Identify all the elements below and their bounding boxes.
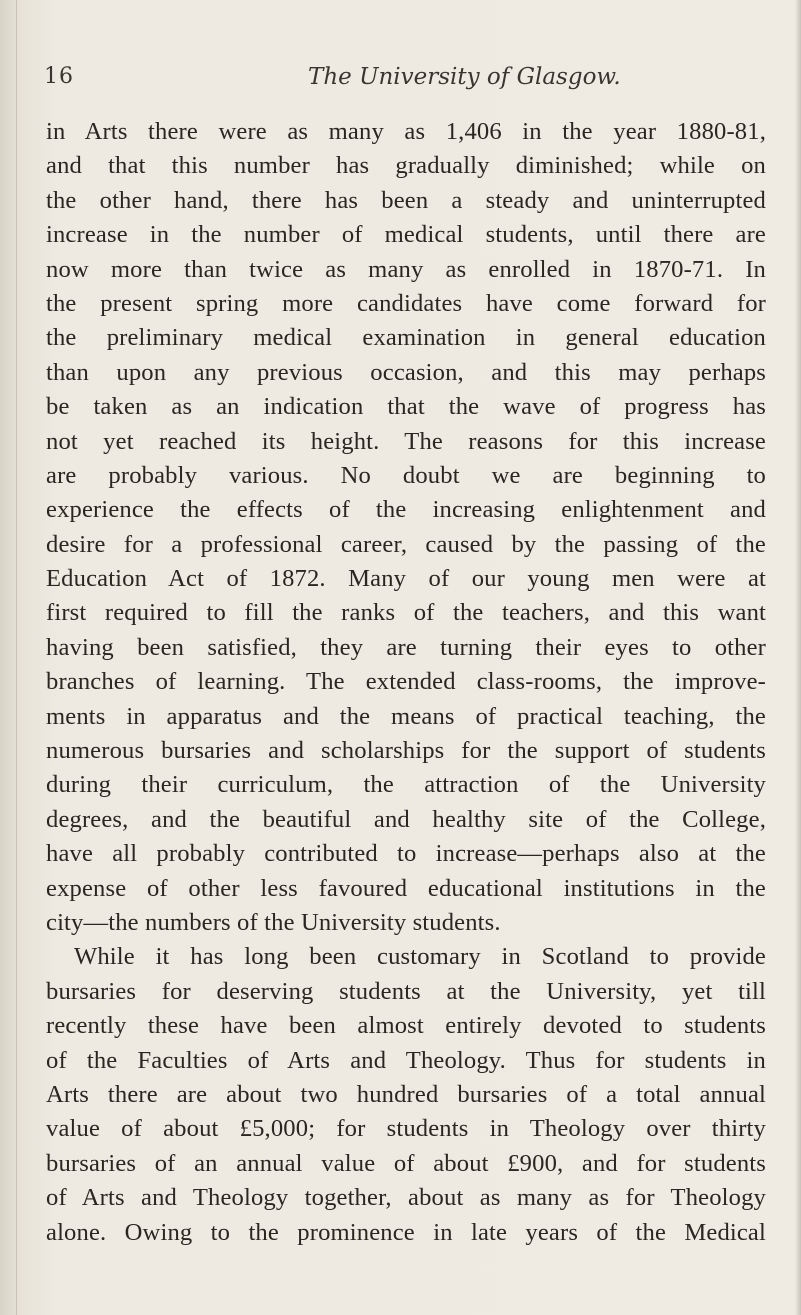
text-line: Education Act of 1872. Many of our young men were at bbox=[46, 565, 766, 593]
text-line: not yet reached its height. The reasons for this increase bbox=[46, 427, 766, 455]
text-line: in Arts there were as many as 1,406 in the year 1880-81, bbox=[46, 118, 766, 145]
paragraph-start-line: While it has long been customary in Scotland to provide bbox=[74, 943, 766, 971]
text-line: Arts there are about two hundred bursaries of a total annual bbox=[46, 1080, 766, 1108]
text-line: first required to fill the ranks of the teachers, and this want bbox=[46, 599, 766, 627]
paragraph-end-line: city—the numbers of the University students. bbox=[46, 908, 501, 936]
text-line: than upon any previous occasion, and this may perhaps bbox=[46, 358, 766, 386]
text-line: having been satisfied, they are turning their eyes to other bbox=[46, 633, 766, 661]
text-line: are probably various. No doubt we are beginning to bbox=[46, 461, 766, 489]
text-line: now more than twice as many as enrolled in 1870-71. In bbox=[46, 255, 766, 283]
page-header bbox=[44, 64, 684, 96]
text-line: numerous bursaries and scholarships for the support of students bbox=[46, 737, 766, 765]
page-number: 16 bbox=[44, 64, 74, 89]
text-line: alone. Owing to the prominence in late years of the Medical bbox=[46, 1218, 766, 1246]
text-line: desire for a professional career, caused by the passing of the bbox=[46, 530, 766, 558]
text-line: during their curriculum, the attraction of the University bbox=[46, 771, 766, 799]
body-text bbox=[46, 115, 766, 1250]
text-line: bursaries of an annual value of about £900, and for students bbox=[46, 1149, 766, 1177]
text-line: the present spring more candidates have come forward for bbox=[46, 289, 766, 317]
text-line: of the Faculties of Arts and Theology. Thus for students in bbox=[46, 1046, 766, 1074]
text-line: branches of learning. The extended class-rooms, the improve- bbox=[46, 668, 766, 696]
running-title: The University of Glasgow. bbox=[308, 64, 621, 90]
text-line: increase in the number of medical students, until there are bbox=[46, 221, 766, 249]
text-line: bursaries for deserving students at the University, yet till bbox=[46, 977, 766, 1005]
text-line: of Arts and Theology together, about as many as for Theology bbox=[46, 1184, 766, 1212]
page-edge-shadow bbox=[795, 0, 801, 1315]
text-line: expense of other less favoured educational institutions in the bbox=[46, 874, 766, 902]
text-line: experience the effects of the increasing enlightenment and bbox=[46, 496, 766, 524]
text-line: degrees, and the beautiful and healthy site of the College, bbox=[46, 805, 766, 833]
text-line: have all probably contributed to increase—perhaps also at the bbox=[46, 840, 766, 868]
binding-gutter bbox=[16, 0, 17, 1315]
text-line: be taken as an indication that the wave of progress has bbox=[46, 393, 766, 421]
text-line: recently these have been almost entirely devoted to students bbox=[46, 1012, 766, 1040]
text-line: the preliminary medical examination in general education bbox=[46, 324, 766, 352]
text-line: ments in apparatus and the means of practical teaching, the bbox=[46, 702, 766, 730]
text-line: the other hand, there has been a steady and uninterrupted bbox=[46, 186, 766, 214]
text-line: and that this number has gradually diminished; while on bbox=[46, 152, 766, 180]
text-line: value of about £5,000; for students in Theology over thirty bbox=[46, 1115, 766, 1143]
